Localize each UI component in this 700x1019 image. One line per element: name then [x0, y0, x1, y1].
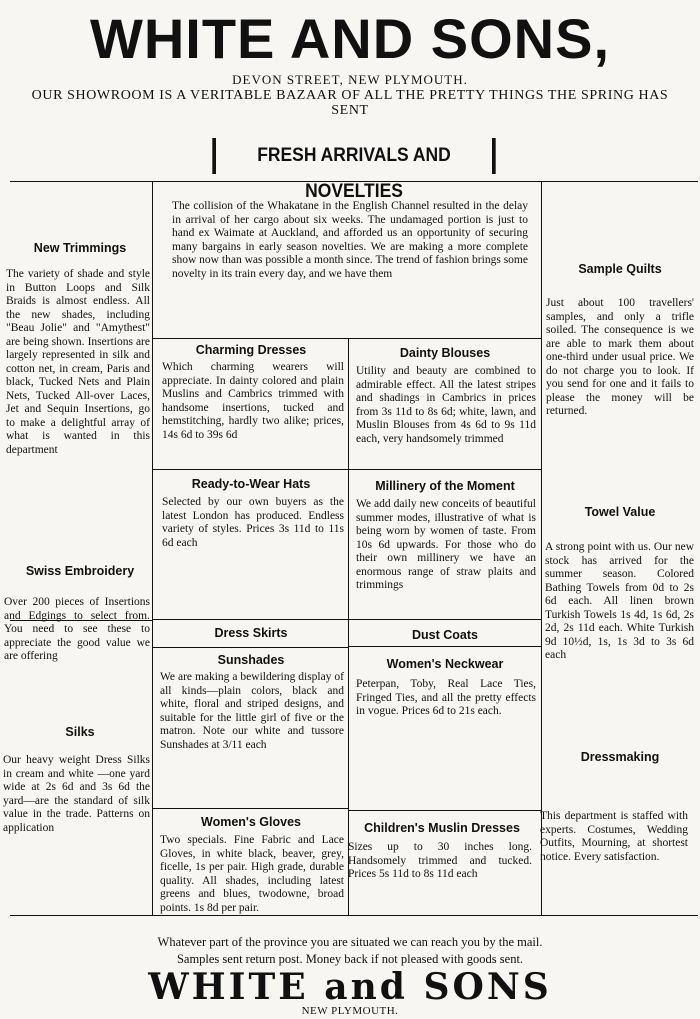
rule-gloves	[152, 808, 348, 809]
neckwear-heading: Women's Neckwear	[386, 657, 504, 671]
dressmaking-heading: Dressmaking	[580, 750, 660, 764]
dainty-blouses-heading: Dainty Blouses	[399, 346, 491, 360]
dressmaking-text: This department is staffed with experts. Costumes, Wedding Outfits, Mourning, at shortest notice. Every satisfaction.	[540, 810, 688, 863]
footer-town: NEW PLYMOUTH.	[301, 1005, 399, 1017]
millinery-heading: Millinery of the Moment	[375, 479, 515, 493]
sunshades-text: We are making a bewildering display of all kinds—plain colors, black and white, floral and striped designs, and suitable for the little girl of five or the matron. Note our white and tussore Sunshades at 3/11 each	[160, 671, 344, 751]
dust-coats-heading: Dust Coats	[412, 628, 478, 642]
top-rule	[10, 181, 698, 182]
muslin-dresses-heading: Children's Muslin Dresses	[364, 821, 520, 835]
right-column-rule	[541, 181, 542, 915]
bottom-rule	[10, 915, 698, 916]
showroom-tagline: OUR SHOWROOM IS A VERITABLE BAZAAR OF ALL THE PRETTY THINGS THE SPRING HAS SENT	[31, 88, 669, 118]
sample-quilts-heading: Sample Quilts	[578, 262, 662, 276]
hats-text: Selected by our own buyers as the latest London has produced. Endless variety of styles. Prices 3s 11d to 11s 6d each	[162, 496, 344, 549]
gloves-heading: Women's Gloves	[201, 815, 301, 829]
dainty-blouses-text: Utility and beauty are combined to admirable effect. All the latest stripes and shadings in Cambrics in prices from 3s 11d to 8s 6d; white, lawn, and Muslin Blouses from 4s 6d to 9s 11d each, very handsomely trimmed	[356, 365, 536, 445]
rule-row3	[152, 619, 541, 620]
hats-heading: Ready-to-Wear Hats	[191, 477, 311, 491]
silks-text: Our heavy weight Dress Silks in cream and white —one yard wide at 2s 6d and 3s 6d the yard—are the standard of silk value in the trade. Patterns on application	[3, 754, 150, 834]
muslin-dresses-text: Sizes up to 30 inches long. Handsomely trimmed and tucked. Prices 5s 11d to 8s 11d each	[348, 841, 532, 880]
rule-muslin	[348, 810, 541, 811]
gloves-text: Two specials. Fine Fabric and Lace Gloves, in white black, beaver, grey, ficelle, 1s per pair. High grade, durable quality. All shades, including latest greens and blues, twodowne, broad points. 1s 8d per pair.	[160, 834, 344, 914]
charming-dresses-heading: Charming Dresses	[195, 343, 307, 357]
sample-quilts-text: Just about 100 travellers' samples, and only a trifle soiled. The consequence is we are able to mark them about one-third under usual price. We do not charge you to look. If you send for one and it fails to please the money will be returned.	[546, 297, 694, 417]
dress-skirts-heading: Dress Skirts	[214, 626, 288, 640]
footer-title: WHITE and SONS	[148, 966, 552, 1008]
swiss-embroidery-heading: Swiss Embroidery	[25, 564, 135, 578]
rule-coats	[348, 646, 541, 647]
rule-skirts	[152, 647, 348, 648]
towel-value-text: A strong point with us. Our new stock has arrived for the summer season. Colored Bathing Towels from 0d to 2s 6d each. All linen brown Turkish Towels 1s 4d, 1s 6d, 2s 2d, 2s 11d each. White Turkish 9d 10½d, 1s, 1s 3d to 3s 6d each	[545, 541, 694, 661]
rule-row2	[152, 469, 541, 470]
footer-line-1: Whatever part of the province you are situated we can reach you by the mail.	[157, 935, 543, 949]
neckwear-text: Peterpan, Toby, Real Lace Ties, Fringed Ties, and all the pretty effects in vogue. Prices 6d to 21s each.	[356, 678, 536, 717]
swiss-embroidery-text: Over 200 pieces of Insertions and Edgings to select from. You need to see these to appreciate the good value we are offering	[4, 596, 150, 662]
banner: FRESH ARRIVALS AND NOVELTIES	[212, 138, 495, 174]
rule-intro	[152, 338, 541, 339]
charming-dresses-text: Which charming wearers will appreciate. In dainty colored and plain Muslins and Cambrics trimmed with handsome insertions, tucked and hemstitching, hardly two alike; prices, 14s 6d to 39s 6d	[162, 361, 344, 441]
new-trimmings-text: The variety of shade and style in Button Loops and Silk Braids is almost endless. All the new shades, including "Beau Jolie" and "Amythest" are being shown. Insertions are largely represented in silk and cotton net, in cream, Paris and black, Tucked Nets and Plain Nets, Tucked All-over Laces, Jet and Sequin Insertions, go to make a delightful array of what is wanted in this department	[6, 268, 150, 456]
new-trimmings-heading: New Trimmings	[33, 241, 127, 255]
millinery-text: We add daily new conceits of beautiful summer modes, illustrative of what is being worn by women of taste. From 10s 6d upwards. For those who do their own millinery we have an enormous range of straw plaits and trimmings	[356, 498, 536, 591]
footer-message	[40, 934, 660, 968]
address: DEVON STREET, NEW PLYMOUTH.	[232, 72, 468, 87]
sunshades-heading: Sunshades	[217, 653, 285, 667]
footer-line-2: Samples sent return post. Money back if not pleased with goods sent.	[176, 952, 524, 966]
silks-heading: Silks	[65, 725, 95, 739]
intro-text: The collision of the Whakatane in the English Channel resulted in the delay in arrival of her cargo about six weeks. The undamaged portion is just to hand ex Waimate at Auckland, and afforded us an opportunity of securing many bargains in early season novelties. We are making a more complete show now than was possible a month since. The trend of fashion brings some novelty in its train every day, and we have them	[172, 200, 528, 280]
towel-value-heading: Towel Value	[584, 505, 656, 519]
left-column-rule	[152, 181, 153, 915]
page-title: WHITE AND SONS,	[89, 7, 611, 70]
